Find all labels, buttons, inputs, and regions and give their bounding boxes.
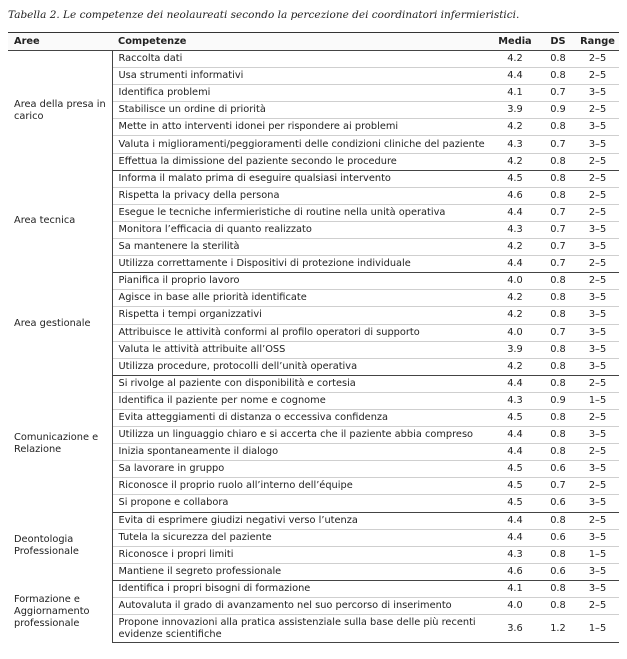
- ds-cell: 0.6: [540, 563, 576, 580]
- media-cell: 4.0: [490, 273, 540, 290]
- range-cell: 1–5: [576, 615, 619, 643]
- competenza-cell: Identifica il paziente per nome e cognome: [112, 392, 490, 409]
- media-cell: 4.6: [490, 563, 540, 580]
- ds-cell: 0.9: [540, 102, 576, 119]
- area-cell: Area della presa in carico: [8, 51, 112, 171]
- range-cell: 3–5: [576, 307, 619, 324]
- competenza-cell: Monitora l’efficacia di quanto realizzato: [112, 221, 490, 238]
- ds-cell: 0.8: [540, 444, 576, 461]
- range-cell: 2–5: [576, 102, 619, 119]
- area-cell: Comunicazione e Relazione: [8, 375, 112, 512]
- range-cell: 3–5: [576, 136, 619, 153]
- media-cell: 4.3: [490, 136, 540, 153]
- media-cell: 3.6: [490, 615, 540, 643]
- competenza-cell: Effettua la dimissione del paziente secondo le procedure: [112, 153, 490, 170]
- competenza-cell: Esegue le tecniche infermieristiche di routine nella unità operativa: [112, 204, 490, 221]
- ds-cell: 0.6: [540, 495, 576, 512]
- media-cell: 4.4: [490, 529, 540, 546]
- ds-cell: 0.7: [540, 324, 576, 341]
- range-cell: 2–5: [576, 256, 619, 273]
- ds-cell: 0.8: [540, 307, 576, 324]
- range-cell: 3–5: [576, 324, 619, 341]
- table-row: [8, 273, 619, 290]
- table-row: [8, 580, 619, 597]
- competenza-cell: Rispetta i tempi organizzativi: [112, 307, 490, 324]
- ds-cell: 0.7: [540, 239, 576, 256]
- media-cell: 4.3: [490, 546, 540, 563]
- table-row: [8, 512, 619, 529]
- range-cell: 3–5: [576, 221, 619, 238]
- table-caption: Tabella 2. Le competenze dei neolaureati secondo la percezione dei coordinatori infermieristici.: [8, 9, 520, 21]
- ds-cell: 0.7: [540, 221, 576, 238]
- range-cell: 2–5: [576, 409, 619, 426]
- range-cell: 3–5: [576, 341, 619, 358]
- ds-cell: 0.8: [540, 358, 576, 375]
- ds-cell: 0.8: [540, 580, 576, 597]
- range-cell: 3–5: [576, 290, 619, 307]
- media-cell: 4.1: [490, 85, 540, 102]
- ds-cell: 0.8: [540, 51, 576, 68]
- area-cell: Area gestionale: [8, 273, 112, 376]
- ds-cell: 0.8: [540, 187, 576, 204]
- competenza-cell: Evita atteggiamenti di distanza o eccessiva confidenza: [112, 409, 490, 426]
- range-cell: 3–5: [576, 461, 619, 478]
- ds-cell: 0.6: [540, 529, 576, 546]
- range-cell: 3–5: [576, 119, 619, 136]
- media-cell: 4.2: [490, 51, 540, 68]
- table-row: [8, 375, 619, 392]
- range-cell: 3–5: [576, 427, 619, 444]
- ds-cell: 0.8: [540, 512, 576, 529]
- competenza-cell: Riconosce il proprio ruolo all’interno dell’équipe: [112, 478, 490, 495]
- media-cell: 4.3: [490, 221, 540, 238]
- range-cell: 3–5: [576, 239, 619, 256]
- media-cell: 4.5: [490, 495, 540, 512]
- competenza-cell: Identifica i propri bisogni di formazione: [112, 580, 490, 597]
- competenza-cell: Autovaluta il grado di avanzamento nel suo percorso di inserimento: [112, 598, 490, 615]
- header-media: Media: [490, 33, 540, 51]
- range-cell: 2–5: [576, 204, 619, 221]
- ds-cell: 0.7: [540, 136, 576, 153]
- ds-cell: 0.8: [540, 409, 576, 426]
- media-cell: 4.5: [490, 478, 540, 495]
- header-range: Range: [576, 33, 619, 51]
- range-cell: 3–5: [576, 358, 619, 375]
- competenza-cell: Riconosce i propri limiti: [112, 546, 490, 563]
- range-cell: 2–5: [576, 187, 619, 204]
- competenza-cell: Sa lavorare in gruppo: [112, 461, 490, 478]
- media-cell: 4.5: [490, 409, 540, 426]
- media-cell: 4.3: [490, 392, 540, 409]
- range-cell: 3–5: [576, 563, 619, 580]
- ds-cell: 0.8: [540, 119, 576, 136]
- competenza-cell: Utilizza correttamente i Dispositivi di protezione individuale: [112, 256, 490, 273]
- competenza-cell: Si propone e collabora: [112, 495, 490, 512]
- competenza-cell: Pianifica il proprio lavoro: [112, 273, 490, 290]
- competenza-cell: Utilizza procedure, protocolli dell’unità operativa: [112, 358, 490, 375]
- competence-table: [8, 32, 619, 643]
- ds-cell: 0.8: [540, 427, 576, 444]
- competenza-cell: Stabilisce un ordine di priorità: [112, 102, 490, 119]
- media-cell: 4.2: [490, 153, 540, 170]
- ds-cell: 0.8: [540, 68, 576, 85]
- competenza-cell: Si rivolge al paziente con disponibilità e cortesia: [112, 375, 490, 392]
- competenza-cell: Raccolta dati: [112, 51, 490, 68]
- media-cell: 4.5: [490, 461, 540, 478]
- competenza-cell: Valuta i miglioramenti/peggioramenti delle condizioni cliniche del paziente: [112, 136, 490, 153]
- competenza-cell: Tutela la sicurezza del paziente: [112, 529, 490, 546]
- range-cell: 3–5: [576, 580, 619, 597]
- competenza-cell: Attribuisce le attività conformi al profilo operatori di supporto: [112, 324, 490, 341]
- range-cell: 3–5: [576, 85, 619, 102]
- ds-cell: 0.7: [540, 85, 576, 102]
- header-area: Aree: [8, 33, 112, 51]
- competenza-cell: Propone innovazioni alla pratica assistenziale sulla base delle più recenti evidenze scientifiche: [112, 615, 490, 643]
- header-ds: DS: [540, 33, 576, 51]
- ds-cell: 0.8: [540, 290, 576, 307]
- media-cell: 4.6: [490, 187, 540, 204]
- competenza-cell: Agisce in base alle priorità identificate: [112, 290, 490, 307]
- range-cell: 3–5: [576, 495, 619, 512]
- media-cell: 4.4: [490, 427, 540, 444]
- ds-cell: 0.6: [540, 461, 576, 478]
- media-cell: 4.0: [490, 324, 540, 341]
- media-cell: 3.9: [490, 102, 540, 119]
- range-cell: 2–5: [576, 170, 619, 187]
- range-cell: 1–5: [576, 546, 619, 563]
- ds-cell: 0.7: [540, 204, 576, 221]
- ds-cell: 0.7: [540, 478, 576, 495]
- range-cell: 2–5: [576, 153, 619, 170]
- competenza-cell: Informa il malato prima di eseguire qualsiasi intervento: [112, 170, 490, 187]
- competenza-cell: Rispetta la privacy della persona: [112, 187, 490, 204]
- competenza-cell: Identifica problemi: [112, 85, 490, 102]
- media-cell: 4.4: [490, 375, 540, 392]
- media-cell: 3.9: [490, 341, 540, 358]
- media-cell: 4.4: [490, 204, 540, 221]
- competenza-cell: Usa strumenti informativi: [112, 68, 490, 85]
- range-cell: 2–5: [576, 68, 619, 85]
- media-cell: 4.2: [490, 239, 540, 256]
- range-cell: 2–5: [576, 273, 619, 290]
- media-cell: 4.4: [490, 444, 540, 461]
- range-cell: 2–5: [576, 598, 619, 615]
- area-cell: Deontologia Professionale: [8, 512, 112, 580]
- media-cell: 4.5: [490, 170, 540, 187]
- ds-cell: 1.2: [540, 615, 576, 643]
- media-cell: 4.2: [490, 290, 540, 307]
- range-cell: 2–5: [576, 512, 619, 529]
- area-cell: Formazione e Aggiornamento professionale: [8, 580, 112, 642]
- media-cell: 4.4: [490, 68, 540, 85]
- range-cell: 2–5: [576, 375, 619, 392]
- range-cell: 3–5: [576, 529, 619, 546]
- ds-cell: 0.8: [540, 273, 576, 290]
- range-cell: 2–5: [576, 51, 619, 68]
- media-cell: 4.4: [490, 512, 540, 529]
- competenza-cell: Inizia spontaneamente il dialogo: [112, 444, 490, 461]
- table-header-row: [8, 33, 619, 51]
- competenza-cell: Mantiene il segreto professionale: [112, 563, 490, 580]
- media-cell: 4.2: [490, 358, 540, 375]
- header-competenze: Competenze: [112, 33, 490, 51]
- range-cell: 1–5: [576, 392, 619, 409]
- competenza-cell: Utilizza un linguaggio chiaro e si accerta che il paziente abbia compreso: [112, 427, 490, 444]
- ds-cell: 0.9: [540, 392, 576, 409]
- competenza-cell: Evita di esprimere giudizi negativi verso l’utenza: [112, 512, 490, 529]
- range-cell: 2–5: [576, 444, 619, 461]
- media-cell: 4.2: [490, 119, 540, 136]
- area-cell: Area tecnica: [8, 170, 112, 273]
- competenza-cell: Sa mantenere la sterilità: [112, 239, 490, 256]
- ds-cell: 0.8: [540, 341, 576, 358]
- media-cell: 4.4: [490, 256, 540, 273]
- range-cell: 2–5: [576, 478, 619, 495]
- ds-cell: 0.8: [540, 546, 576, 563]
- media-cell: 4.0: [490, 598, 540, 615]
- table-row: [8, 170, 619, 187]
- ds-cell: 0.7: [540, 256, 576, 273]
- competenza-cell: Mette in atto interventi idonei per rispondere ai problemi: [112, 119, 490, 136]
- ds-cell: 0.8: [540, 170, 576, 187]
- table-row: [8, 51, 619, 68]
- competenza-cell: Valuta le attività attribuite all’OSS: [112, 341, 490, 358]
- media-cell: 4.1: [490, 580, 540, 597]
- media-cell: 4.2: [490, 307, 540, 324]
- ds-cell: 0.8: [540, 375, 576, 392]
- ds-cell: 0.8: [540, 153, 576, 170]
- ds-cell: 0.8: [540, 598, 576, 615]
